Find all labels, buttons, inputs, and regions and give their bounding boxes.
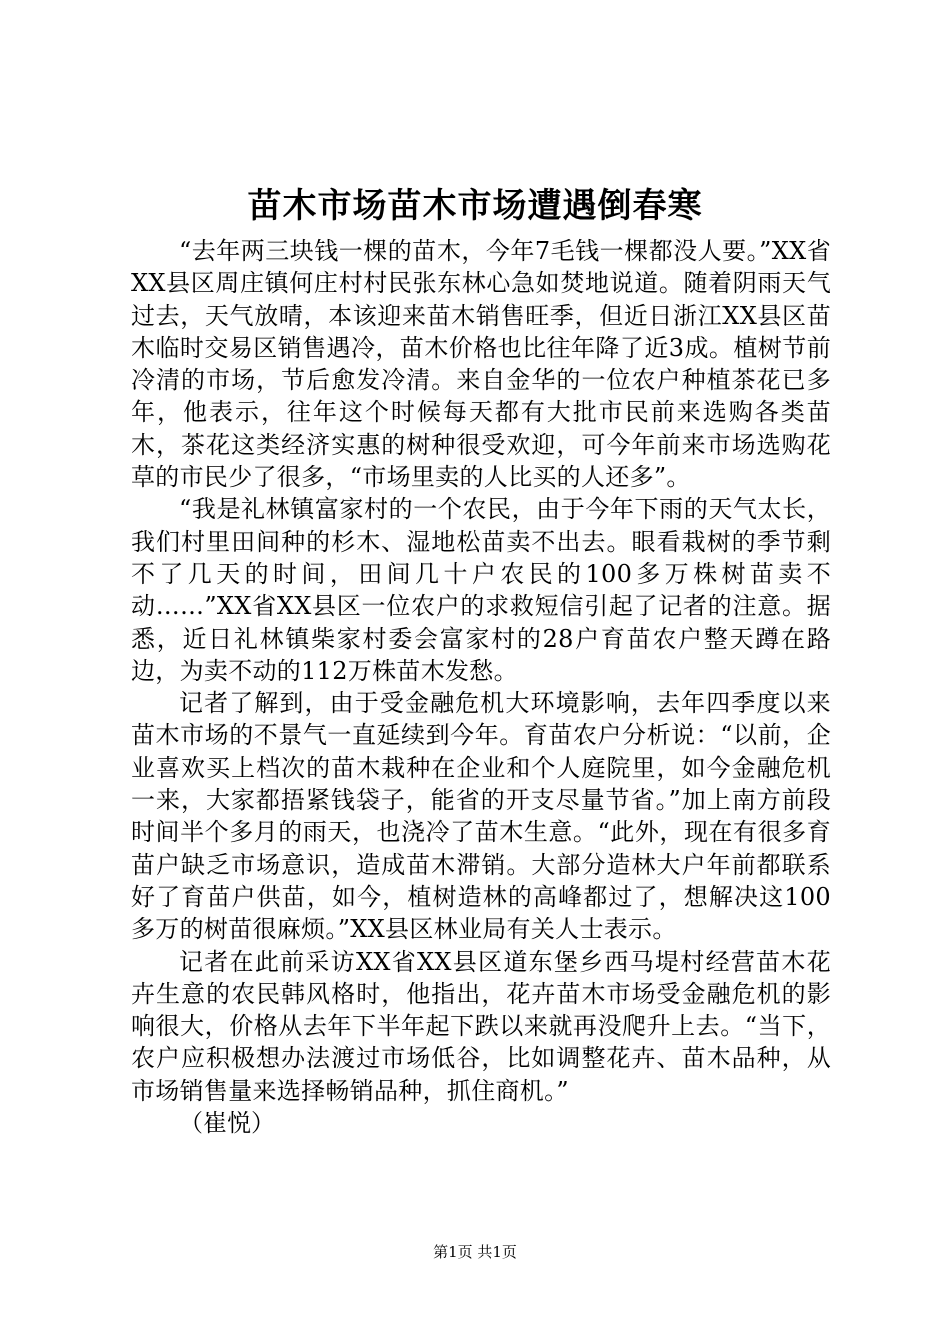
- author-byline: （崔悦）: [179, 1109, 275, 1138]
- paragraph-2: “我是礼林镇富家村的一个农民，由于今年下雨的天气太长，我们村里田间种的杉木、湿地松苗卖不出去。眼看栽树的季节剩不了几天的时间，田间几十户农民的100多万株树苗卖不动……”XX省XX县区一位农户的求救短信引起了记者的注意。据悉，近日礼林镇柴家村委会富家村的28户育苗农户整天蹲在路边，为卖不动的112万株苗木发愁。: [131, 495, 831, 685]
- paragraph-1: “去年两三块钱一棵的苗木，今年7毛钱一棵都没人要。”XX省XX县区周庄镇何庄村村民张东林心急如焚地说道。随着阴雨天气过去，天气放晴，本该迎来苗木销售旺季，但近日浙江XX县区苗木临时交易区销售遇冷，苗木价格也比往年降了近3成。植树节前冷清的市场，节后愈发冷清。来自金华的一位农户种植茶花已多年，他表示，往年这个时候每天都有大批市民前来选购各类苗木，茶花这类经济实惠的树种很受欢迎，可今年前来市场选购花草的市民少了很多，“市场里卖的人比买的人还多”。: [131, 237, 831, 492]
- document-title: 苗木市场苗木市场遭遇倒春寒: [247, 186, 703, 226]
- paragraph-4: 记者在此前采访XX省XX县区道东堡乡西马堤村经营苗木花卉生意的农民韩风格时，他指出，花卉苗木市场受金融危机的影响很大，价格从去年下半年起下跌以来就再没爬升上去。“当下，农户应积极想办法渡过市场低谷，比如调整花卉、苗木品种，从市场销售量来选择畅销品种，抓住商机。”: [131, 947, 831, 1105]
- page-footer: 第1页 共1页: [433, 1243, 517, 1261]
- article-body: [131, 235, 831, 1139]
- paragraph-3: 记者了解到，由于受金融危机大环境影响，去年四季度以来苗木市场的不景气一直延续到今年。育苗农户分析说：“以前，企业喜欢买上档次的苗木栽种在企业和个人庭院里，如今金融危机一来，大家都捂紧钱袋子，能省的开支尽量节省。”加上南方前段时间半个多月的雨天，也浇冷了苗木生意。“此外，现在有很多育苗户缺乏市场意识，造成苗木滞销。大部分造林大户年前都联系好了育苗户供苗，如今，植树造林的高峰都过了，想解决这100多万的树苗很麻烦。”XX县区林业局有关人士表示。: [131, 689, 831, 944]
